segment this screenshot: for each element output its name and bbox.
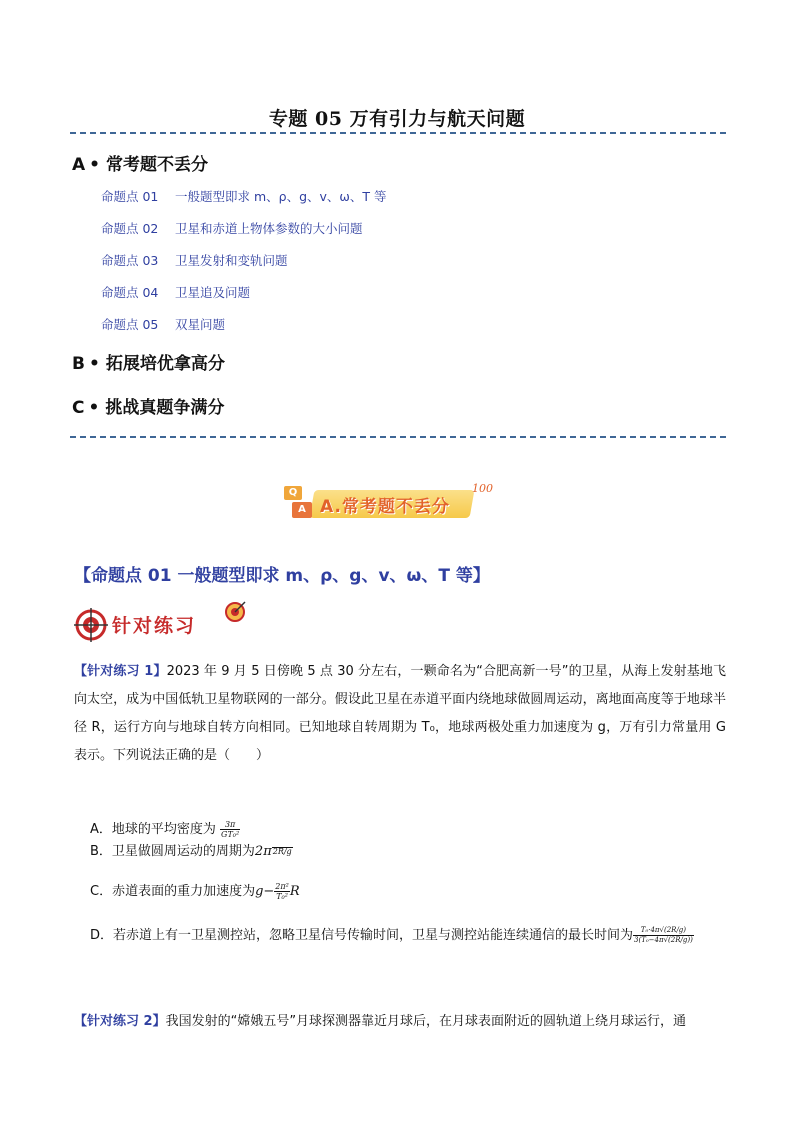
question-2-text: 我国发射的“嫦娥五号”月球探测器靠近月球后，在月球表面附近的圆轨道上绕月球运行，通: [165, 1014, 687, 1029]
option-c[interactable]: [90, 880, 300, 901]
qa-icon: [282, 484, 318, 522]
practice-banner: [74, 605, 254, 645]
section-a: [72, 150, 208, 175]
toc-text: 双星问题: [175, 317, 226, 332]
section-b: [72, 349, 225, 374]
topic-heading: 【命题点 01 一般题型即求 m、ρ、g、v、ω、T 等】: [74, 566, 490, 586]
option-d-text: D．若赤道上有一卫星测控站，忽略卫星信号传输时间，卫星与测控站能连续通信的最长时间为: [90, 928, 634, 943]
toc-num: 命题点 02: [101, 221, 159, 236]
toc-num: 命题点 03: [101, 253, 159, 268]
option-a[interactable]: [90, 818, 240, 839]
section-c-bullet: •: [88, 398, 100, 418]
option-d-fraction: $\frac{\text{T₀·4π√(2R/g)}}{\text{3(T₀−4π√(2R/g))}}$: [634, 926, 693, 944]
option-b[interactable]: [90, 840, 293, 859]
question-2-tag: 【针对练习 2】: [74, 1014, 166, 1029]
toc-num: 命题点 01: [101, 189, 159, 204]
question-1-tag: 【针对练习 1】: [74, 664, 167, 679]
toc-item-04[interactable]: [101, 283, 250, 301]
section-a-label: A: [72, 155, 86, 175]
question-2: [74, 1008, 726, 1036]
option-c-fraction: $\frac{\text{2π²}}{\text{T₀²}}$: [275, 882, 289, 901]
option-c-g: g−: [255, 884, 275, 899]
toc-text: 卫星发射和变轨问题: [175, 253, 288, 268]
q-badge: Q: [284, 486, 302, 500]
section-c: [72, 393, 224, 418]
toc-num: 命题点 04: [101, 285, 159, 300]
banner-score: 100: [472, 482, 493, 495]
page-title: 专题 05 万有引力与航天问题: [268, 108, 526, 130]
option-c-text: C．赤道表面的重力加速度为: [90, 884, 256, 899]
divider-top: [70, 132, 726, 134]
a-badge: A: [292, 502, 312, 518]
section-a-title: 常考题不丢分: [106, 155, 209, 175]
toc-text: 一般题型即求 m、ρ、g、v、ω、T 等: [175, 189, 387, 204]
toc-text: 卫星和赤道上物体参数的大小问题: [175, 221, 363, 236]
option-b-sqrt: 2R/g: [272, 847, 292, 856]
toc-item-05[interactable]: [101, 315, 225, 333]
banner-text: A.常考题不丢分: [320, 497, 450, 517]
option-a-fraction: $\frac{3\pi}{\text{GT₀²}}$: [221, 820, 240, 839]
section-b-bullet: •: [88, 354, 100, 374]
toc-item-03[interactable]: [101, 251, 288, 269]
question-1: [74, 658, 726, 770]
section-b-title: 拓展培优拿高分: [105, 354, 225, 374]
practice-label: 针对练习: [112, 615, 197, 637]
toc-item-01[interactable]: [101, 187, 387, 205]
target-icon: [74, 605, 114, 645]
divider-bottom: [70, 436, 726, 438]
section-b-label: B: [72, 354, 85, 374]
dart-target-icon: [224, 601, 246, 623]
section-a-bullet: •: [89, 155, 101, 175]
toc-item-02[interactable]: [101, 219, 363, 237]
option-d[interactable]: [90, 924, 730, 945]
question-1-text: 2023 年 9 月 5 日傍晚 5 点 30 分左右，一颗命名为“合肥高新一号”的卫星，从海上发射基地飞向太空，成为中国低轨卫星物联网的一部分。假设此卫星在赤道平面内绕地球做圆周运动，离地面高度等于地球半径 R，运行方向与地球自转方向相同。已知地球自转周期为 T₀，地球两极处重力加速度为 g，万有引力常量用 G 表示。下列说法正确的是（ ）: [74, 664, 726, 763]
option-b-text: B．卫星做圆周运动的周期为: [90, 844, 255, 859]
option-c-r: R: [289, 884, 300, 899]
section-c-title: 挑战真题争满分: [105, 398, 225, 418]
section-c-label: C: [72, 398, 85, 418]
toc-text: 卫星追及问题: [175, 285, 251, 300]
toc-num: 命题点 05: [101, 317, 159, 332]
option-a-text: A．地球的平均密度为: [90, 822, 216, 837]
option-b-value: 2π: [254, 844, 272, 859]
section-a-banner: [282, 484, 512, 526]
